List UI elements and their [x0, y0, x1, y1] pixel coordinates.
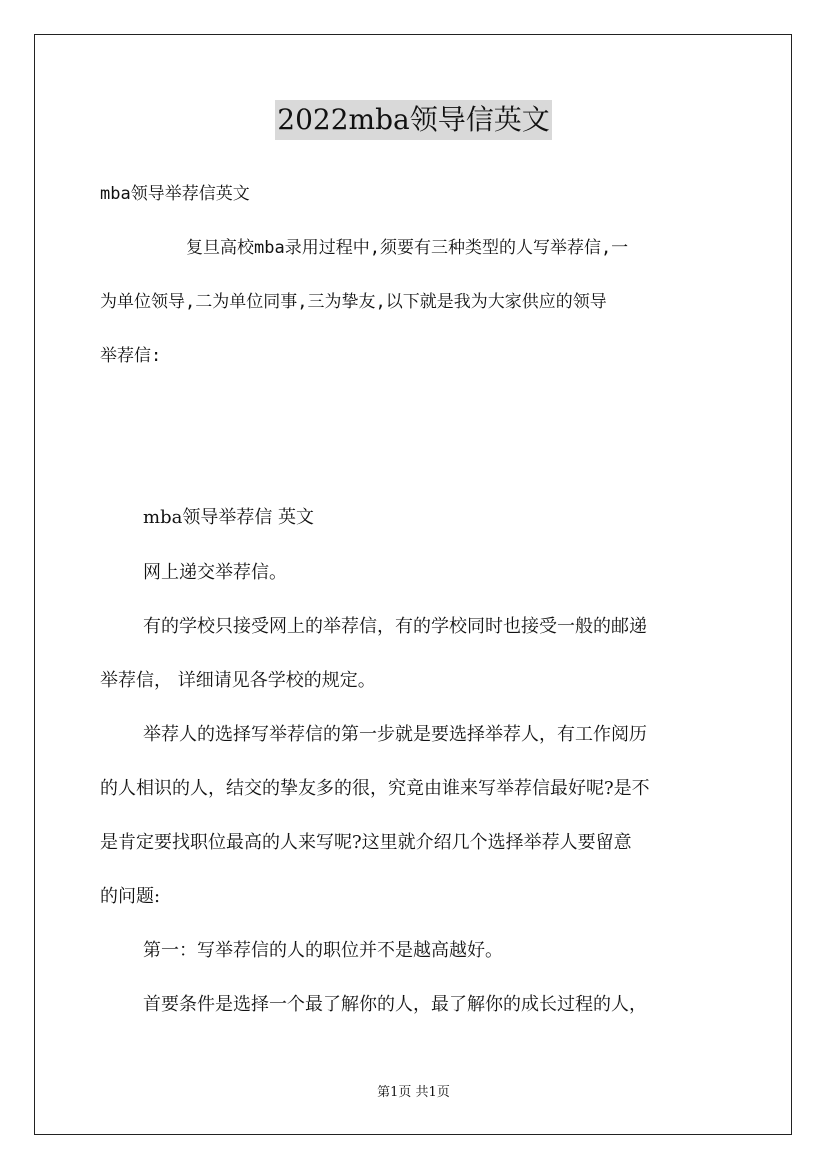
document-subtitle: mba领导举荐信英文 — [100, 184, 250, 204]
body-line-8: 的问题: — [100, 886, 161, 907]
body-line-10: 首要条件是选择一个最了解你的人，最了解你的成长过程的人， — [143, 994, 647, 1015]
body-line-1: mba领导举荐信 英文 — [143, 507, 315, 528]
intro-line-1: 复旦高校mba录用过程中,须要有三种类型的人写举荐信,一 — [186, 238, 629, 258]
intro-line-3: 举荐信: — [100, 346, 162, 366]
body-line-6: 的人相识的人，结交的挚友多的很，究竟由谁来写举荐信最好呢?是不 — [100, 778, 650, 799]
body-line-5: 举荐人的选择写举荐信的第一步就是要选择举荐人，有工作阅历 — [143, 724, 647, 745]
intro-line-2: 为单位领导,二为单位同事,三为挚友,以下就是我为大家供应的领导 — [100, 292, 607, 312]
body-line-7: 是肯定要找职位最高的人来写呢?这里就介绍几个选择举荐人要留意 — [100, 832, 632, 853]
document-title: 2022mba领导信英文 — [275, 100, 551, 140]
page-footer: 第1页 共1页 — [377, 1085, 450, 1100]
body-line-4: 举荐信， 详细请见各学校的规定。 — [100, 670, 376, 691]
body-line-3: 有的学校只接受网上的举荐信，有的学校同时也接受一般的邮递 — [143, 616, 647, 637]
body-line-2: 网上递交举荐信。 — [143, 562, 287, 583]
body-line-9: 第一：写举荐信的人的职位并不是越高越好。 — [143, 940, 503, 961]
title-container — [0, 100, 827, 140]
